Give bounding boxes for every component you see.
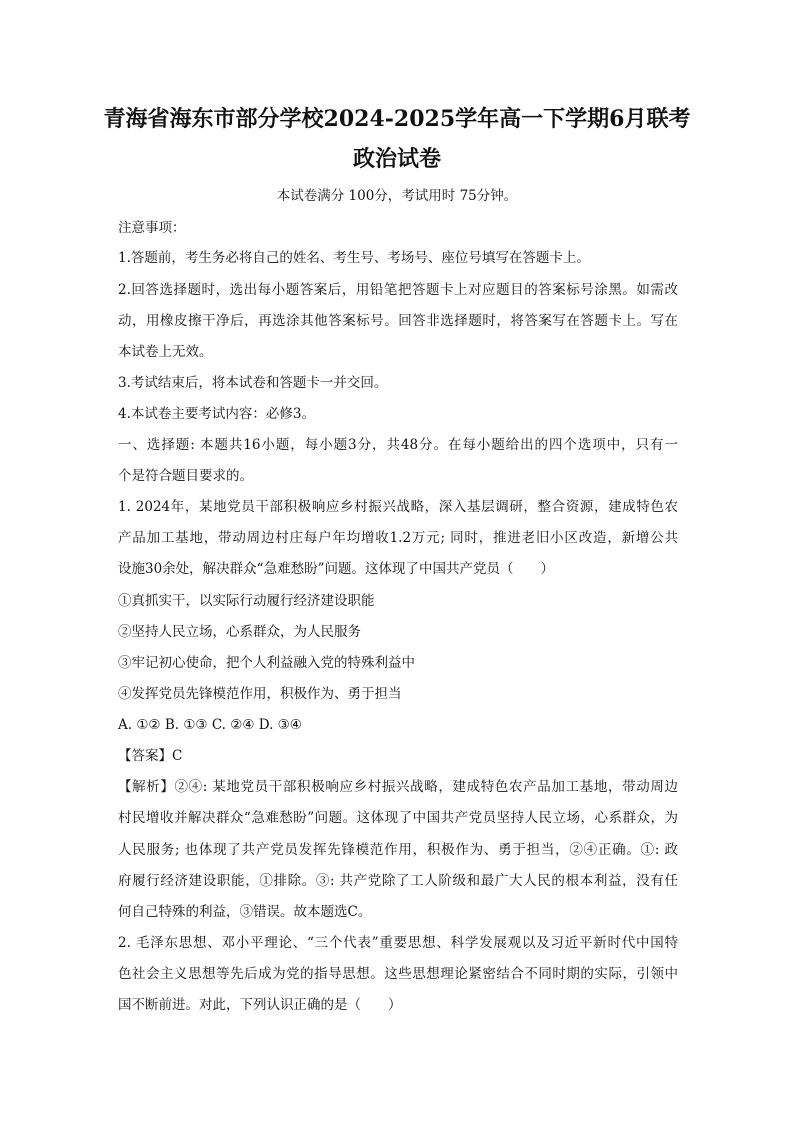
notice-item-1: 1.答题前，考生务必将自己的姓名、考生号、考场号、座位号填写在答题卡上。 <box>118 250 590 266</box>
exam-title-line2: 政治试卷 <box>352 146 441 172</box>
notice-item-2-line-3: 本试卷上无效。 <box>118 344 213 360</box>
question-2-stem-line-1: 2. 毛泽东思想、邓小平理论、“三个代表”重要思想、科学发展观以及习近平新时代中国特 <box>118 935 678 951</box>
question-1-stem-line-3: 设施30余处，解决群众“急难愁盼”问题。这体现了中国共产党员（ ） <box>118 561 554 577</box>
section-1-instructions-line-1: 一、选择题: 本题共16小题，每小题3分，共48分。在每小题给出的四个选项中，只有一 <box>118 437 678 453</box>
notice-item-3: 3.考试结束后，将本试卷和答题卡一并交回。 <box>118 375 388 391</box>
question-2-stem-line-3: 国不断前进。对此，下列认识正确的是（ ） <box>118 997 402 1013</box>
question-1-option-3: ③牢记初心使命，把个人利益融入党的特殊利益中 <box>118 655 415 671</box>
question-1-stem-line-2: 产品加工基地，带动周边村庄每户年均增收1.2万元; 同时，推进老旧小区改造，新增公共 <box>118 530 678 546</box>
notice-item-2-line-1: 2.回答选择题时，选出每小题答案后，用铅笔把答题卡上对应题目的答案标号涂黑。如需改 <box>118 282 678 298</box>
question-1-stem-line-1: 1. 2024年，某地党员干部积极响应乡村振兴战略，深入基层调研，整合资源，建成特色农 <box>118 499 678 515</box>
question-1-analysis-line-5: 何自己特殊的利益，③错误。故本题选C。 <box>118 904 372 920</box>
question-1-option-4: ④发挥党员先锋模范作用，积极作为、勇于担当 <box>118 686 402 702</box>
question-1-analysis-line-3: 人民服务; 也体现了共产党员发挥先锋模范作用，积极作为、勇于担当，②④正确。①: 政 <box>118 842 678 858</box>
question-1-option-2: ②坚持人民立场，心系群众，为人民服务 <box>118 624 361 640</box>
notice-item-4: 4.本试卷主要考试内容：必修3。 <box>118 406 315 422</box>
exam-title-line1: 青海省海东市部分学校2024-2025学年高一下学期6月联考 <box>103 106 691 132</box>
section-1-instructions-line-2: 个是符合题目要求的。 <box>118 468 253 484</box>
notice-heading: 注意事项： <box>118 220 186 236</box>
question-1-answer: 【答案】C <box>118 748 183 764</box>
question-2-stem-line-2: 色社会主义思想等先后成为党的指导思想。这些思想理论紧密结合不同时期的实际，引领中 <box>118 966 678 982</box>
exam-info: 本试卷满分 100分，考试用时 75分钟。 <box>276 188 518 204</box>
notice-item-2-line-2: 动，用橡皮擦干净后，再选涂其他答案标号。回答非选择题时，将答案写在答题卡上。写在 <box>118 313 678 329</box>
question-1-option-1: ①真抓实干，以实际行动履行经济建设职能 <box>118 593 375 609</box>
question-1-analysis-line-2: 村民增收并解决群众“急难愁盼”问题。这体现了中国共产党员坚持人民立场，心系群众，为 <box>118 810 678 826</box>
question-1-analysis-line-1: 【解析】②④: 某地党员干部积极响应乡村振兴战略，建成特色农产品加工基地，带动周边 <box>118 779 678 795</box>
question-1-choices: A. ①② B. ①③ C. ②④ D. ③④ <box>118 717 302 733</box>
question-1-analysis-line-4: 府履行经济建设职能，①排除。③: 共产党除了工人阶级和最广大人民的根本利益，没有任 <box>118 873 678 889</box>
